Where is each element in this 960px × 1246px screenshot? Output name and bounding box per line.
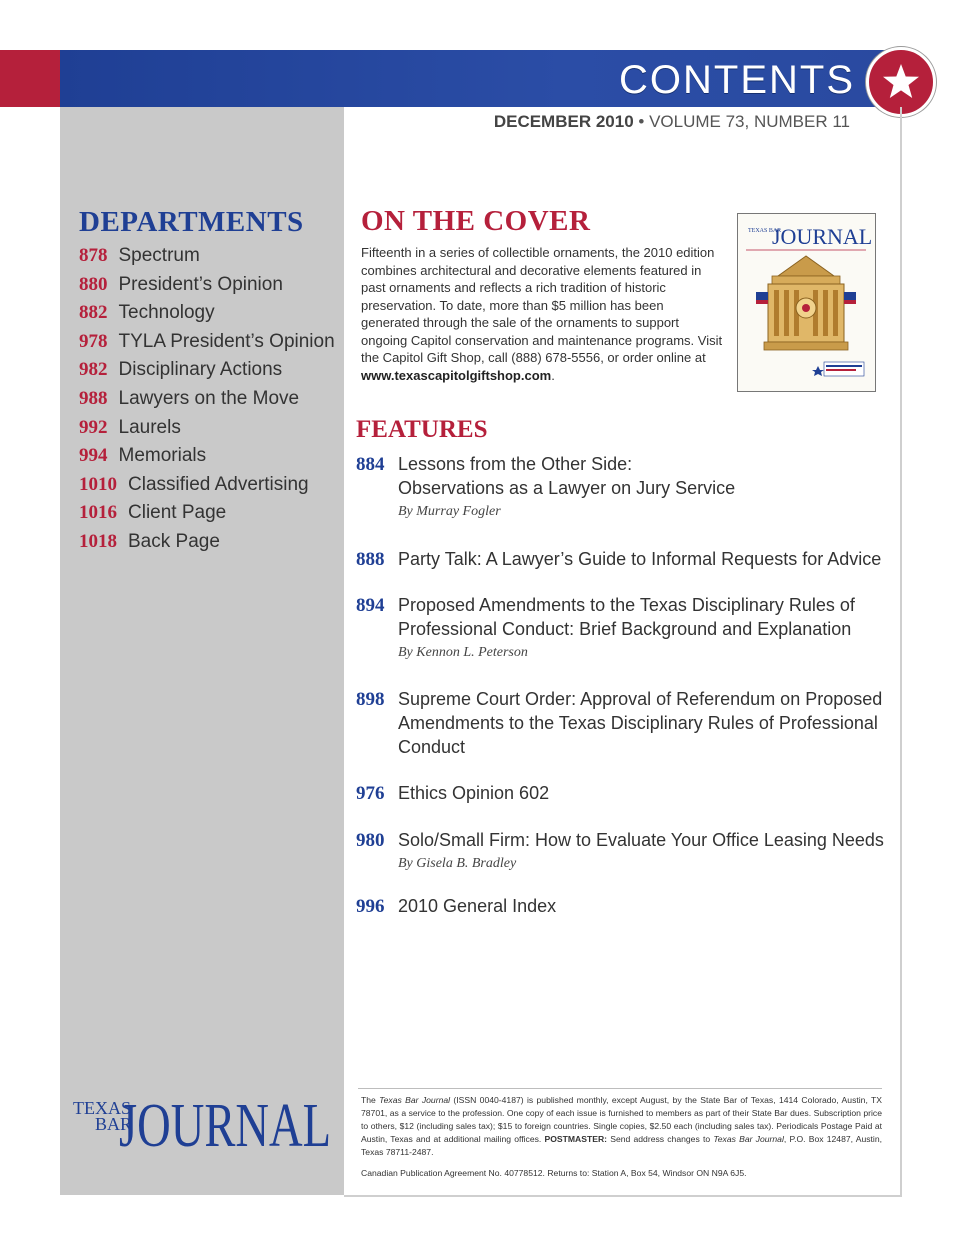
feature-title: Party Talk: A Lawyer’s Guide to Informal Requests for Advice — [398, 549, 882, 569]
feature-byline: By Murray Fogler — [398, 504, 501, 519]
logo-journal: JOURNAL — [119, 1092, 331, 1160]
journal-logo — [73, 1090, 335, 1160]
department-item[interactable] — [79, 328, 335, 357]
issue-date: DECEMBER 2010 — [493, 112, 634, 131]
feature-item[interactable] — [356, 547, 881, 571]
cover-title: ON THE COVER — [361, 205, 591, 237]
department-page: 994 — [79, 445, 108, 467]
logo-texas: TEXAS — [73, 1098, 131, 1118]
feature-page: 894 — [356, 595, 385, 616]
department-item[interactable] — [79, 385, 335, 414]
feature-item[interactable] — [356, 828, 884, 876]
feature-title-line: Professional Conduct: Brief Background and Explanation — [398, 619, 852, 639]
page-title: CONTENTS — [619, 58, 855, 102]
feature-item[interactable] — [356, 894, 556, 918]
notice-text: (ISSN 0040-4187) is published monthly, except August, by the State Bar of Texas, 1414 Colorado, Austin, TX 78701, as a service to the profession. One copy of each issue is furnished to members as part of their State Bar dues. Subscription price to others, $12 (including sales tax); $15 to foreign countries. Single copies, $2.50 each (including sales tax). Periodicals Postage Paid at Austin, Texas and at additional mailing offices. — [361, 1095, 883, 1144]
department-label: Client Page — [128, 502, 227, 524]
feature-title: Solo/Small Firm: How to Evaluate Your Office Leasing Needs — [398, 830, 884, 850]
feature-item[interactable] — [356, 687, 882, 759]
department-item[interactable] — [79, 442, 335, 471]
department-page: 878 — [79, 245, 108, 266]
department-item[interactable] — [79, 356, 335, 385]
department-item[interactable] — [79, 499, 335, 528]
footer-rule — [358, 1088, 882, 1089]
department-label: Laurels — [118, 416, 181, 438]
notice-journal-title: Texas Bar Journal — [379, 1095, 451, 1105]
department-page: 992 — [79, 416, 108, 438]
canada-notice: Canadian Publication Agreement No. 40778512. Returns to: Station A, Box 54, Windsor ON N9A 6J5. — [361, 1168, 747, 1178]
feature-title: Ethics Opinion 602 — [398, 783, 550, 803]
department-item[interactable] — [79, 414, 335, 443]
feature-page: 976 — [356, 783, 385, 804]
feature-page: 980 — [356, 830, 385, 851]
department-label: TYLA President’s Opinion — [118, 330, 335, 352]
department-label: President’s Opinion — [118, 273, 283, 295]
feature-page: 898 — [356, 689, 385, 710]
cover-text: Fifteenth in a series of collectible ornaments, the 2010 edition combines architectural and decorative elements featured in past ornaments and reflects a rich tradition of historic preservation. To date, more than $5 million has been generated through the sale of the ornaments to support ongoing Capitol conservation and maintenance programs. Visit the Capitol Gift Shop, call (888) 678-5556, or order online at — [361, 245, 723, 365]
department-page: 988 — [79, 387, 108, 409]
feature-page: 996 — [356, 896, 385, 917]
feature-title: Proposed Amendments to the Texas Disciplinary Rules of — [398, 595, 855, 615]
feature-page: 884 — [356, 454, 385, 475]
department-page: 1018 — [79, 530, 117, 552]
issue-separator: • — [638, 112, 645, 131]
feature-item[interactable] — [356, 781, 549, 805]
feature-byline: By Kennon L. Peterson — [398, 645, 528, 660]
publication-notice — [361, 1094, 882, 1159]
cover-thumbnail[interactable] — [737, 213, 876, 392]
feature-item[interactable] — [356, 452, 735, 524]
department-page: 1010 — [79, 473, 117, 495]
thumb-logo-small: TEXAS BAR — [748, 228, 782, 234]
feature-title-line: Conduct — [398, 737, 466, 757]
notice-journal-title: Texas Bar Journal — [713, 1134, 784, 1144]
feature-title: Supreme Court Order: Approval of Referendum on Proposed — [398, 689, 883, 709]
department-label: Back Page — [128, 530, 220, 552]
notice-postmaster: POSTMASTER: — [544, 1134, 608, 1144]
notice-text: The — [361, 1095, 380, 1105]
cover-description — [361, 244, 723, 384]
feature-title-line: Amendments to the Texas Disciplinary Rules of Professional — [398, 713, 878, 733]
department-item[interactable] — [79, 271, 335, 300]
notice-text: , P.O. Box 12487, Austin, Texas 78711-2487. — [361, 1134, 882, 1157]
department-page: 882 — [79, 302, 108, 324]
department-item[interactable] — [79, 299, 335, 328]
feature-byline: By Gisela B. Bradley — [398, 856, 517, 871]
departments-list — [79, 242, 335, 557]
cover-url-link[interactable]: www.texascapitolgiftshop.com — [361, 367, 552, 383]
department-page: 982 — [79, 359, 108, 381]
department-label: Lawyers on the Move — [118, 387, 300, 409]
feature-title: Lessons from the Other Side: — [398, 454, 633, 474]
department-label: Spectrum — [118, 245, 200, 266]
department-label: Disciplinary Actions — [118, 359, 283, 381]
department-page: 978 — [79, 330, 108, 352]
cover-text-end: . — [551, 367, 555, 383]
department-label: Memorials — [118, 445, 207, 467]
department-label: Classified Advertising — [128, 473, 309, 495]
feature-item[interactable] — [356, 593, 855, 665]
thumb-logo-big: JOURNAL — [772, 224, 873, 249]
departments-title: DEPARTMENTS — [79, 206, 304, 238]
feature-page: 888 — [356, 549, 385, 570]
features-title: FEATURES — [356, 416, 488, 443]
department-label: Technology — [118, 302, 215, 324]
department-item[interactable] — [79, 242, 335, 271]
department-page: 1016 — [79, 502, 117, 524]
logo-bar: BAR — [95, 1114, 133, 1134]
issue-line — [494, 112, 850, 132]
header-red-strip — [0, 50, 60, 107]
department-item[interactable] — [79, 528, 335, 557]
department-item[interactable] — [79, 471, 335, 500]
department-page: 880 — [79, 273, 108, 295]
issue-volume: VOLUME 73, NUMBER 11 — [649, 112, 850, 131]
feature-title-line: Observations as a Lawyer on Jury Service — [398, 478, 736, 498]
notice-text: Send address changes to — [607, 1134, 714, 1144]
feature-title: 2010 General Index — [398, 896, 557, 916]
